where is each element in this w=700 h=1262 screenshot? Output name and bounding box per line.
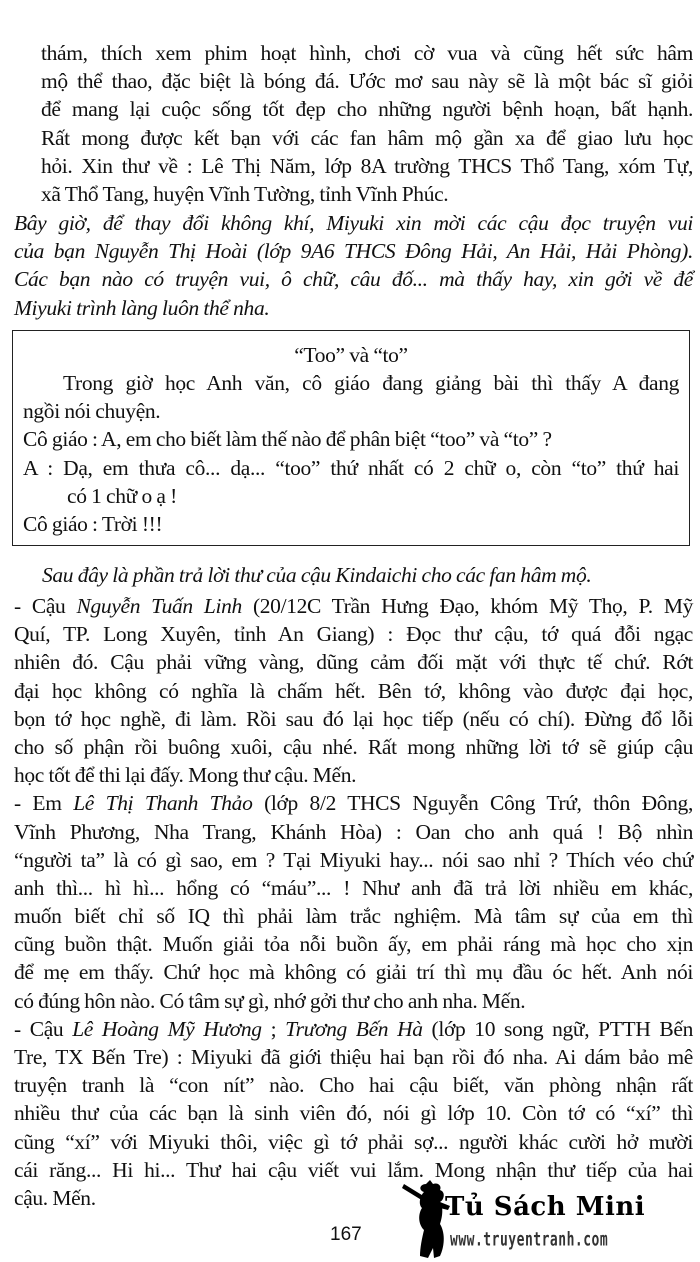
reply-entry (14, 789, 693, 1015)
text-segment: nhiều thư của các bạn là sinh viên đó, nói gì lớp 10. Còn tớ có “xí” thì (14, 1101, 693, 1126)
text-line (14, 620, 693, 648)
text-line: xã Thổ Tang, huyện Vĩnh Tường, tỉnh Vĩnh Phúc. (41, 181, 449, 206)
reader-name: Trương Bến Hà (285, 1016, 423, 1041)
text-segment: - Em (14, 791, 74, 816)
text-line: Trong giờ học Anh văn, cô giáo đang giảng bài thì thấy A đang (63, 371, 679, 395)
text-segment: cái răng... Hi hi... Thư hai cậu viết vui lắm. Mong nhận thư tiếp của hai (14, 1157, 693, 1182)
dialogue-line: Cô giáo : A, em cho biết làm thế nào để phân biệt “too” và “to” ? (23, 427, 552, 452)
joke-box (12, 330, 690, 546)
text-segment: cũng “xí” với Miyuki thôi, việc gì tớ phải sợ... người khác cười hở mười (14, 1129, 693, 1154)
text-line: thám, thích xem phim hoạt hình, chơi cờ vua và cũng hết sức hâm (41, 41, 693, 65)
text-segment: Quí, TP. Long Xuyên, tỉnh An Giang) : Đọc thư cậu, tớ quá đỗi ngạc (14, 622, 693, 647)
joke-title: “Too” và “to” (294, 343, 408, 367)
text-line: hỏi. Xin thư về : Lê Thị Năm, lớp 8A trường THCS Thổ Tang, xóm Tự, (41, 153, 693, 178)
text-segment: truyện tranh là “con nít” nào. Cho hai cậu biết, văn phòng nhận rất (14, 1073, 693, 1098)
replies-section (14, 592, 693, 1212)
text-segment: cậu. Mến. (14, 1185, 96, 1210)
text-segment: (lớp 8/2 THCS Nguyễn Công Trứ, thôn Đông, (252, 791, 693, 816)
text-segment: cũng buồn thật. Muốn giải tỏa nỗi buồn ấy, em phải ráng mà học cho xịn (14, 932, 693, 957)
joke-body (23, 369, 679, 538)
text-segment: cho số phận rồi buông xuôi, cậu nhé. Rất mong những lời tớ sẽ giúp cậu (14, 734, 693, 759)
text-line (14, 987, 693, 1015)
reply-entry (14, 592, 693, 789)
text-segment: Tre, TX Bến Tre) : Miyuki đã giới thiệu hai bạn rồi đó nha. Ai dám bảo mê (14, 1045, 693, 1069)
logo-url: www.truyentranh.com (450, 1230, 609, 1251)
text-line (14, 677, 693, 705)
text-line: mộ thể thao, đặc biệt là bóng đá. Ước mơ sau này sẽ là một bác sĩ giỏi (41, 69, 693, 94)
text-segment: đại học không có nghĩa là chấm hết. Bên tớ, không vào được đại học, (14, 678, 693, 703)
text-line: Miyuki trình làng luôn thể nha. (14, 295, 270, 320)
text-line (14, 874, 693, 902)
publisher-logo (400, 1178, 646, 1258)
text-line: của bạn Nguyễn Thị Hoài (lớp 9A6 THCS Đông Hải, An Hải, Hải Phòng). (14, 239, 693, 264)
text-line: để mang lại cuộc sống tốt đẹp cho những người bệnh hoạn, bất hạnh. (41, 97, 693, 122)
text-line (14, 1043, 693, 1071)
text-line (14, 818, 693, 846)
text-segment: - Cậu (14, 1016, 73, 1041)
text-segment: học tốt để thi lại đấy. Mong thư cậu. Mến. (14, 763, 357, 788)
reader-name: Nguyễn Tuấn Linh (76, 594, 242, 618)
dialogue-line: A : Dạ, em thưa cô... dạ... “too” thứ nhất có 2 chữ o, còn “to” thứ hai (23, 455, 679, 480)
page-number: 167 (330, 1224, 362, 1245)
dialogue-line: có 1 chữ o ạ ! (67, 483, 177, 508)
text-line (14, 733, 693, 761)
text-segment: để mẹ em thấy. Chứ học mà không có giải trí thì mụ đầu óc hết. Anh nói (14, 960, 693, 985)
replies-intro: Sau đây là phần trả lời thư của cậu Kindaichi cho các fan hâm mộ. (42, 563, 592, 587)
text-line (14, 761, 693, 789)
text-line (14, 1099, 693, 1127)
text-segment: bọn tớ học nghề, đi làm. Rồi sau đó lại học tiếp (nếu có chí). Đừng đổ lỗi (14, 706, 693, 731)
text-segment: (lớp 10 song ngữ, PTTH Bến (422, 1016, 693, 1041)
text-segment: - Cậu (14, 594, 77, 618)
intro-paragraph (41, 39, 693, 208)
logo-title: Tủ Sách Mini (445, 1192, 646, 1222)
dialogue-line: Cô giáo : Trời !!! (23, 511, 163, 536)
text-line (14, 958, 693, 986)
text-line: Bây giờ, để thay đổi không khí, Miyuki xin mời các cậu đọc truyện vui (14, 211, 693, 235)
text-segment: ; (261, 1016, 286, 1041)
text-segment: có đúng hôn nào. Có tâm sự gì, nhớ gởi thư cho anh nha. Mến. (14, 988, 526, 1013)
text-line (14, 902, 693, 930)
text-segment: “người ta” là có gì sao, em ? Tại Miyuki hay... nói sao nhỉ ? Thích véo chứ (14, 847, 693, 872)
reader-name: Lê Hoàng Mỹ Hương (72, 1016, 262, 1041)
text-line (14, 789, 693, 817)
text-line (14, 592, 693, 620)
text-line: Rất mong được kết bạn với các fan hâm mộ gần xa để giao lưu học (41, 125, 693, 150)
editor-note (14, 209, 693, 322)
text-line (14, 1128, 693, 1156)
text-segment: (20/12C Trần Hưng Đạo, khóm Mỹ Thọ, P. Mỹ (241, 594, 693, 618)
text-line (14, 648, 693, 676)
text-segment: anh thì... hì hì... hổng có “máu”... ! Như anh đã trả lời nhiều em khác, (14, 875, 693, 900)
text-line (14, 705, 693, 733)
text-line (14, 1071, 693, 1099)
text-segment: nhiên đó. Cậu phải vững vàng, dũng cảm đối mặt với thực tế chứ. Rớt (14, 650, 693, 675)
reader-name: Lê Thị Thanh Thảo (73, 791, 253, 816)
text-segment: Vĩnh Phương, Nha Trang, Khánh Hòa) : Oan cho anh quá ! Bộ nhìn (14, 819, 693, 844)
text-line: ngồi nói chuyện. (23, 399, 161, 424)
text-segment: muốn biết chỉ số IQ thì phải làm trắc nghiệm. Mà tâm sự của em thì (14, 904, 693, 929)
text-line: Các bạn nào có truyện vui, ô chữ, câu đố... mà thấy hay, xin gởi về để (14, 267, 693, 292)
text-line (14, 1015, 693, 1043)
text-line (14, 930, 693, 958)
text-line (14, 846, 693, 874)
